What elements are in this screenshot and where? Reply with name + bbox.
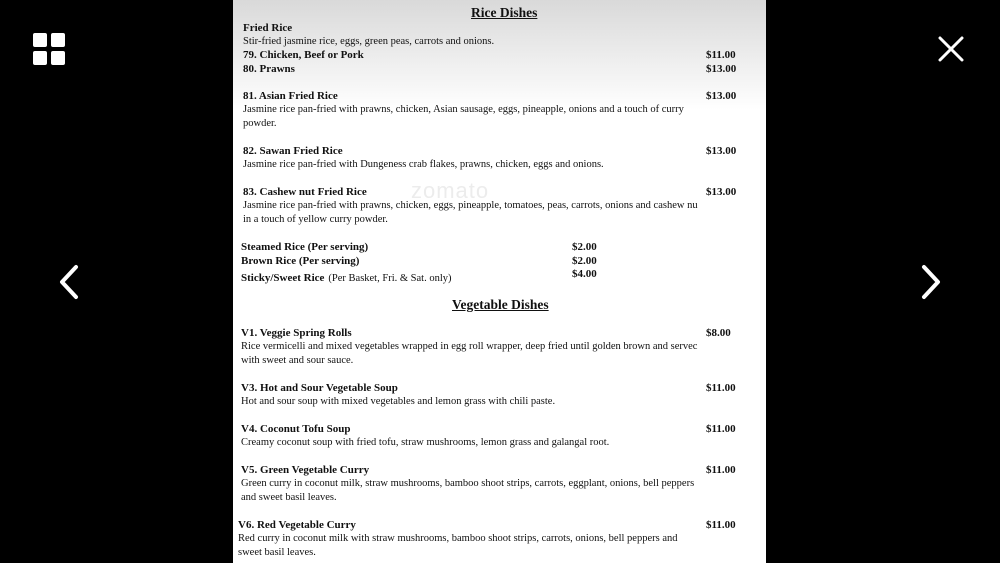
brown-rice-price: $2.00 xyxy=(572,255,597,267)
chevron-right-icon[interactable] xyxy=(918,264,944,300)
item-v6-price: $11.00 xyxy=(706,519,736,531)
close-icon[interactable] xyxy=(938,36,964,62)
item-83-desc-1: Jasmine rice pan-fried with prawns, chicken, eggs, pineapple, tomatoes, peas, carrots, onions and cashew nu xyxy=(243,200,698,211)
item-v4-price: $11.00 xyxy=(706,423,736,435)
item-v5-price: $11.00 xyxy=(706,464,736,476)
steamed-rice-price: $2.00 xyxy=(572,241,597,253)
item-v1-price: $8.00 xyxy=(706,327,731,339)
item-v5-desc-1: Green curry in coconut milk, straw mushrooms, bamboo shoot strips, carrots, eggplant, onions, bell peppers xyxy=(241,478,695,489)
item-v6-desc-1: Red curry in coconut milk with straw mushrooms, bamboo shoot strips, carrots, onions, bell peppers and xyxy=(238,533,678,544)
item-81-name: 81. Asian Fried Rice xyxy=(243,90,338,102)
menu-photo xyxy=(233,0,766,563)
item-v5-desc-2: and sweet basil leaves. xyxy=(241,492,337,503)
sticky-rice-note: (Per Basket, Fri. & Sat. only) xyxy=(328,273,452,284)
fried-rice-desc: Stir-fried jasmine rice, eggs, green peas, carrots and onions. xyxy=(243,36,495,47)
fried-rice-name: Fried Rice xyxy=(243,22,293,34)
item-v3-desc-1: Hot and sour soup with mixed vegetables and lemon grass with chili paste. xyxy=(241,396,556,407)
item-83-price: $13.00 xyxy=(706,186,737,198)
item-v6-name: V6. Red Vegetable Curry xyxy=(238,519,356,531)
steamed-rice-name: Steamed Rice (Per serving) xyxy=(241,241,369,253)
item-81-desc-1: Jasmine rice pan-fried with prawns, chicken, Asian sausage, eggs, pineapple, onions and a touch of curry xyxy=(243,104,684,115)
item-v3-price: $11.00 xyxy=(706,382,736,394)
item-80-price: $13.00 xyxy=(706,63,737,75)
rice-dishes-title: Rice Dishes xyxy=(471,5,538,20)
chevron-left-icon[interactable] xyxy=(56,264,82,300)
item-83-desc-2: in a touch of yellow curry powder. xyxy=(243,214,388,225)
item-v4-desc-1: Creamy coconut soup with fried tofu, straw mushrooms, lemon grass and galangal root. xyxy=(241,437,610,448)
sticky-rice-line xyxy=(241,269,451,285)
vegetable-dishes-title: Vegetable Dishes xyxy=(452,297,549,312)
item-v1-desc-2: with sweet and sour sauce. xyxy=(241,355,354,366)
item-v4-name: V4. Coconut Tofu Soup xyxy=(241,423,351,435)
item-v6-desc-2: sweet basil leaves. xyxy=(238,547,316,558)
item-80-name: 80. Prawns xyxy=(243,63,295,75)
grid-icon[interactable] xyxy=(33,33,65,65)
item-79-name: 79. Chicken, Beef or Pork xyxy=(243,49,364,61)
item-v1-desc-1: Rice vermicelli and mixed vegetables wrapped in egg roll wrapper, deep fried until golden brown and servec xyxy=(241,341,698,352)
item-82-desc-1: Jasmine rice pan-fried with Dungeness crab flakes, prawns, chicken, eggs and onions. xyxy=(243,159,604,170)
brown-rice-name: Brown Rice (Per serving) xyxy=(241,255,360,267)
sticky-rice-name: Sticky/Sweet Rice xyxy=(241,272,325,284)
item-82-price: $13.00 xyxy=(706,145,737,157)
item-81-price: $13.00 xyxy=(706,90,737,102)
item-v3-name: V3. Hot and Sour Vegetable Soup xyxy=(241,382,398,394)
item-81-desc-2: powder. xyxy=(243,118,277,129)
item-v5-name: V5. Green Vegetable Curry xyxy=(241,464,370,476)
item-79-price: $11.00 xyxy=(706,49,736,61)
item-83-name: 83. Cashew nut Fried Rice xyxy=(243,186,367,198)
sticky-rice-price: $4.00 xyxy=(572,268,597,280)
item-v1-name: V1. Veggie Spring Rolls xyxy=(241,327,352,339)
item-82-name: 82. Sawan Fried Rice xyxy=(243,145,343,157)
watermark: zomato xyxy=(411,178,490,203)
